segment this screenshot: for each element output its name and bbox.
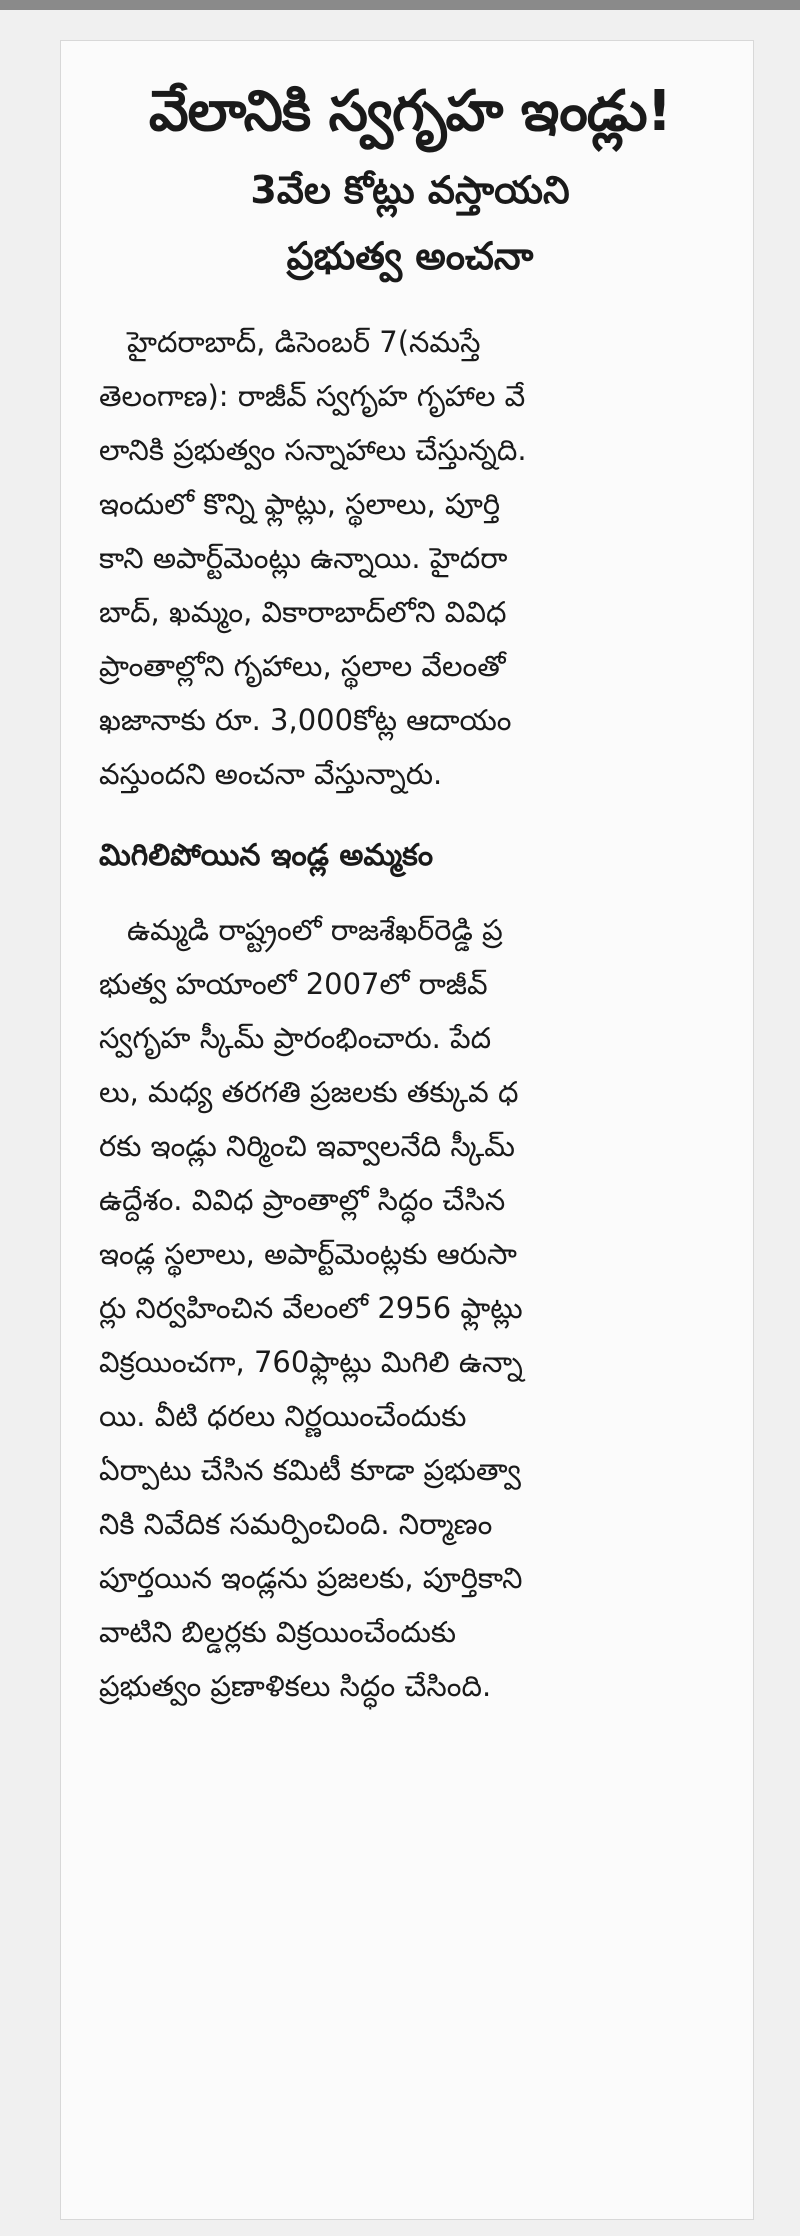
section-title: మిగిలిపోయిన ఇండ్ల అమ్మకం (99, 838, 434, 873)
text-line: ఖజానాకు రూ. 3,000కోట్ల ఆదాయం (99, 703, 512, 737)
text-line: ఉమ్మడి రాష్ట్రంలో రాజశేఖర్‌రెడ్డి ప్ర (127, 913, 503, 947)
text-line: కాని అపార్ట్‌మెంట్లు ఉన్నాయి. హైదరా (99, 541, 508, 575)
text-line: పూర్తయిన ఇండ్లను ప్రజలకు, పూర్తికాని (99, 1561, 523, 1595)
text-line: వస్తుందని అంచనా వేస్తున్నారు. (99, 757, 443, 791)
text-line: భుత్వ హయాంలో 2007లో రాజీవ్ (99, 967, 488, 1001)
text-line: లానికి ప్రభుత్వం సన్నాహాలు చేస్తున్నది. (99, 433, 527, 467)
text-line: రకు ఇండ్లు నిర్మించి ఇవ్వాలనేది స్కీమ్ (99, 1129, 515, 1163)
text-line: ఇందులో కొన్ని ఫ్లాట్లు, స్థలాలు, పూర్తి (99, 487, 501, 521)
text-line: ఉద్దేశం. వివిధ ప్రాంతాల్లో సిద్ధం చేసిన (99, 1183, 506, 1217)
subheadline-line: 3వేల కోట్లు వస్తాయని (250, 168, 570, 212)
text-line: ర్లు నిర్వహించిన వేలంలో 2956 ఫ్లాట్లు (99, 1291, 523, 1325)
body-paragraph (99, 903, 721, 1713)
text-line: నికి నివేదిక సమర్పించింది. నిర్మాణం (99, 1507, 493, 1541)
text-line: వాటిని బిల్డర్లకు విక్రయించేందుకు (99, 1615, 457, 1649)
newspaper-clipping (60, 40, 754, 2220)
text-line: స్వగృహ స్కీమ్ ప్రారంభించారు. పేద (99, 1021, 492, 1055)
text-line: లు, మధ్య తరగతి ప్రజలకు తక్కువ ధ (99, 1075, 519, 1109)
text-line: ఏర్పాటు చేసిన కమిటీ కూడా ప్రభుత్వా (99, 1453, 521, 1487)
text-line: ఇండ్ల స్థలాలు, అపార్ట్‌మెంట్లకు ఆరుసా (99, 1237, 517, 1271)
subheadline-line: ప్రభుత్వ అంచనా (286, 234, 534, 278)
text-line: ప్రభుత్వం ప్రణాళికలు సిద్ధం చేసింది. (99, 1669, 492, 1703)
text-line: విక్రయించగా, 760ఫ్లాట్లు మిగిలి ఉన్నా (99, 1345, 523, 1379)
text-line: ప్రాంతాల్లోని గృహాలు, స్థలాల వేలంతో (99, 649, 506, 683)
subheadline (99, 157, 721, 289)
intro-paragraph (99, 315, 721, 801)
text-line: హైదరాబాద్, డిసెంబర్ 7(నమస్తే (127, 325, 481, 359)
text-line: బాద్, ఖమ్మం, వికారాబాద్‌లోని వివిధ (99, 595, 507, 629)
top-border-bar (0, 0, 800, 10)
text-line: తెలంగాణ): రాజీవ్ స్వగృహ గృహాల వే (99, 379, 526, 413)
headline: వేలానికి స్వగృహ ఇండ్లు! (148, 79, 672, 144)
text-line: యి. వీటి ధరలు నిర్ణయించేందుకు (99, 1399, 467, 1433)
